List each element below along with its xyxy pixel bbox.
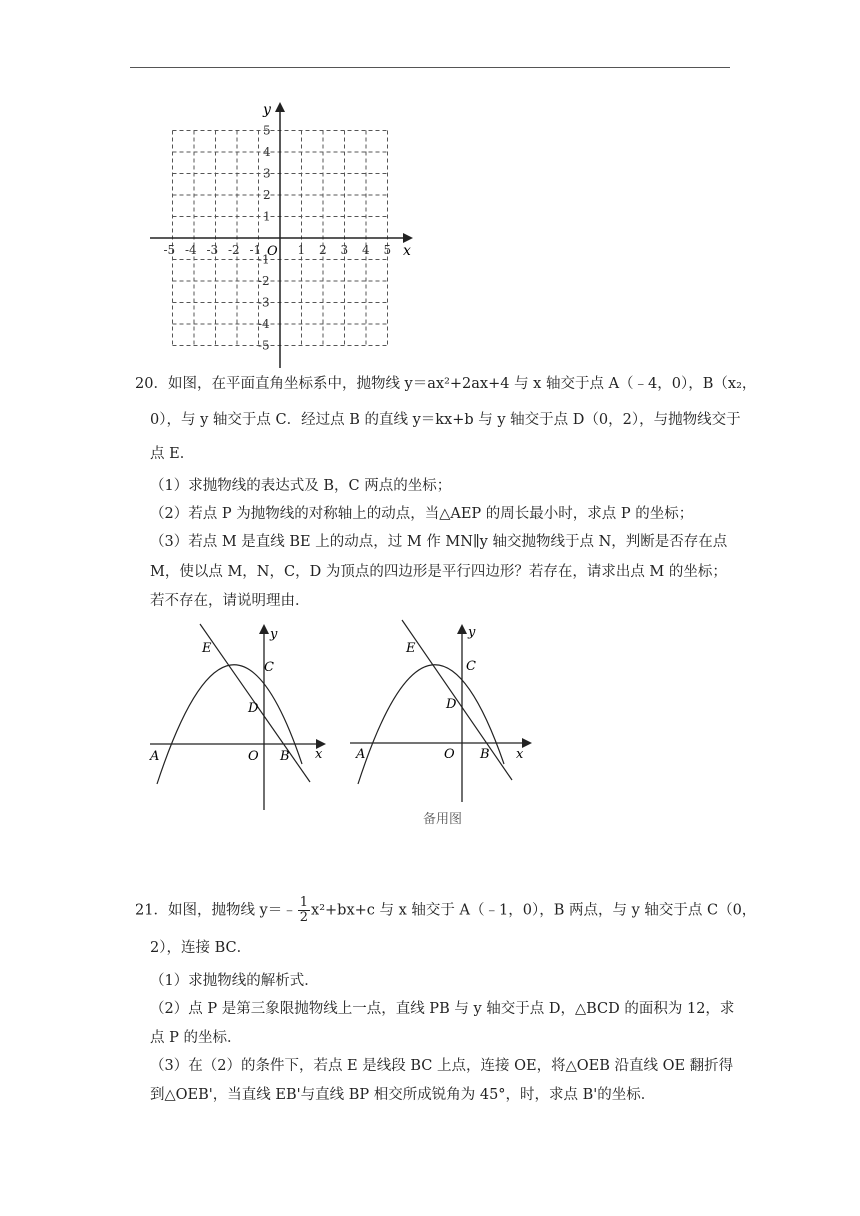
y-tick-label: 3 bbox=[263, 166, 271, 181]
q21-line2: 2），连接 BC． bbox=[150, 940, 252, 956]
label-b: B bbox=[480, 747, 490, 762]
x-tick-label: 1 bbox=[297, 243, 306, 257]
label-a: A bbox=[150, 749, 160, 764]
q20-part2: （2）若点 P 为抛物线的对称轴上的动点，当△AEP 的周长最小时，求点 P 的坐标； bbox=[150, 506, 694, 522]
fraction-numerator: 1 bbox=[299, 895, 309, 910]
fraction-denominator: 2 bbox=[299, 910, 309, 925]
q20-part3a: （3）若点 M 是直线 BE 上的动点，过 M 作 MN∥y 轴交抛物线于点 N，判断是否存在点 bbox=[150, 534, 728, 550]
q21-fraction bbox=[298, 896, 310, 925]
x-tick-label: 2 bbox=[319, 243, 327, 257]
q21-line1-pre: 21．如图，抛物线 y＝﹣ bbox=[135, 902, 297, 919]
x-tick-label: -5 bbox=[163, 243, 176, 257]
y-tick-label: 4 bbox=[263, 145, 271, 159]
label-c: C bbox=[466, 659, 476, 674]
label-d: D bbox=[446, 697, 457, 712]
x-tick-label: -2 bbox=[228, 243, 240, 257]
q20-part3c: 若不存在，请说明理由． bbox=[150, 593, 310, 609]
q20-line1: 20．如图，在平面直角坐标系中，抛物线 y＝ax²+2ax+4 与 x 轴交于点 A（﹣4，0），B（x₂， bbox=[135, 376, 757, 392]
label-y: y bbox=[270, 627, 278, 642]
x-tick-label: 4 bbox=[362, 243, 370, 257]
x-axis-label: x bbox=[403, 243, 411, 259]
q20-line2: 0），与 y 轴交于点 C．经过点 B 的直线 y＝kx+b 与 y 轴交于点 D（0，2），与抛物线交于 bbox=[150, 412, 741, 428]
label-o: O bbox=[444, 747, 455, 762]
y-axis-arrow bbox=[457, 624, 467, 634]
q20-part3b: M，使以点 M，N，C，D 为顶点的四边形是平行四边形？若存在，请求出点 M 的坐标； bbox=[150, 564, 727, 580]
q21-part2b: 点 P 的坐标． bbox=[150, 1030, 242, 1046]
parabola-curve bbox=[358, 665, 504, 784]
label-o: O bbox=[248, 749, 259, 764]
line-be bbox=[402, 620, 512, 780]
label-a: A bbox=[356, 747, 366, 762]
header-rule bbox=[130, 67, 730, 68]
q21-part2a: （2）点 P 是第三象限抛物线上一点，直线 PB 与 y 轴交于点 D，△BCD 的面积为 12，求 bbox=[150, 1001, 735, 1017]
q21-part3b: 到△OEB'，当直线 EB'与直线 BP 相交所成锐角为 45°，时，求点 B'的坐标． bbox=[150, 1087, 656, 1103]
y-tick-label: 2 bbox=[263, 188, 271, 202]
x-tick-label: 3 bbox=[340, 243, 349, 257]
x-tick-label: 5 bbox=[383, 243, 392, 257]
label-x: x bbox=[315, 747, 323, 762]
x-tick-label: -1 bbox=[249, 243, 262, 257]
q21-line1-post: x²+bx+c 与 x 轴交于 A（﹣1，0），B 两点，与 y 轴交于点 C（0， bbox=[311, 902, 757, 919]
y-axis-label: y bbox=[263, 102, 271, 118]
label-b: B bbox=[280, 749, 290, 764]
y-tick-label: 1 bbox=[263, 209, 271, 224]
parabola-curve bbox=[157, 665, 302, 784]
coordinate-grid-figure bbox=[145, 98, 425, 373]
origin-label: O bbox=[267, 244, 278, 259]
x-axis-arrow bbox=[522, 738, 532, 748]
q20-figure-main bbox=[140, 612, 340, 812]
x-axis-arrow bbox=[403, 233, 413, 243]
y-tick-label: -2 bbox=[258, 274, 270, 288]
y-tick-label: -3 bbox=[258, 295, 270, 310]
x-tick-label: -3 bbox=[206, 243, 219, 257]
y-tick-label: -1 bbox=[258, 252, 270, 267]
q20-part1: （1）求抛物线的表达式及 B，C 两点的坐标； bbox=[150, 478, 452, 494]
label-e: E bbox=[406, 641, 416, 656]
y-axis-arrow bbox=[259, 624, 269, 634]
label-y: y bbox=[468, 625, 476, 640]
y-tick-label: -4 bbox=[258, 317, 270, 331]
label-d: D bbox=[248, 701, 259, 716]
label-e: E bbox=[202, 641, 212, 656]
q21-line1 bbox=[135, 895, 757, 925]
y-tick-label: 5 bbox=[263, 123, 271, 138]
y-tick-label: -5 bbox=[258, 338, 270, 353]
label-c: C bbox=[264, 660, 274, 675]
q21-part3a: （3）在（2）的条件下，若点 E 是线段 BC 上点，连接 OE，将△OEB 沿直线 OE 翻折得 bbox=[150, 1058, 734, 1074]
x-tick-label: -4 bbox=[185, 243, 197, 257]
label-x: x bbox=[516, 747, 524, 762]
spare-figure-caption: 备用图 bbox=[423, 812, 463, 827]
q20-figure-spare bbox=[340, 612, 540, 812]
q20-line3: 点 E． bbox=[150, 446, 195, 462]
y-axis-arrow bbox=[275, 102, 285, 112]
q21-part1: （1）求抛物线的解析式． bbox=[150, 973, 319, 989]
